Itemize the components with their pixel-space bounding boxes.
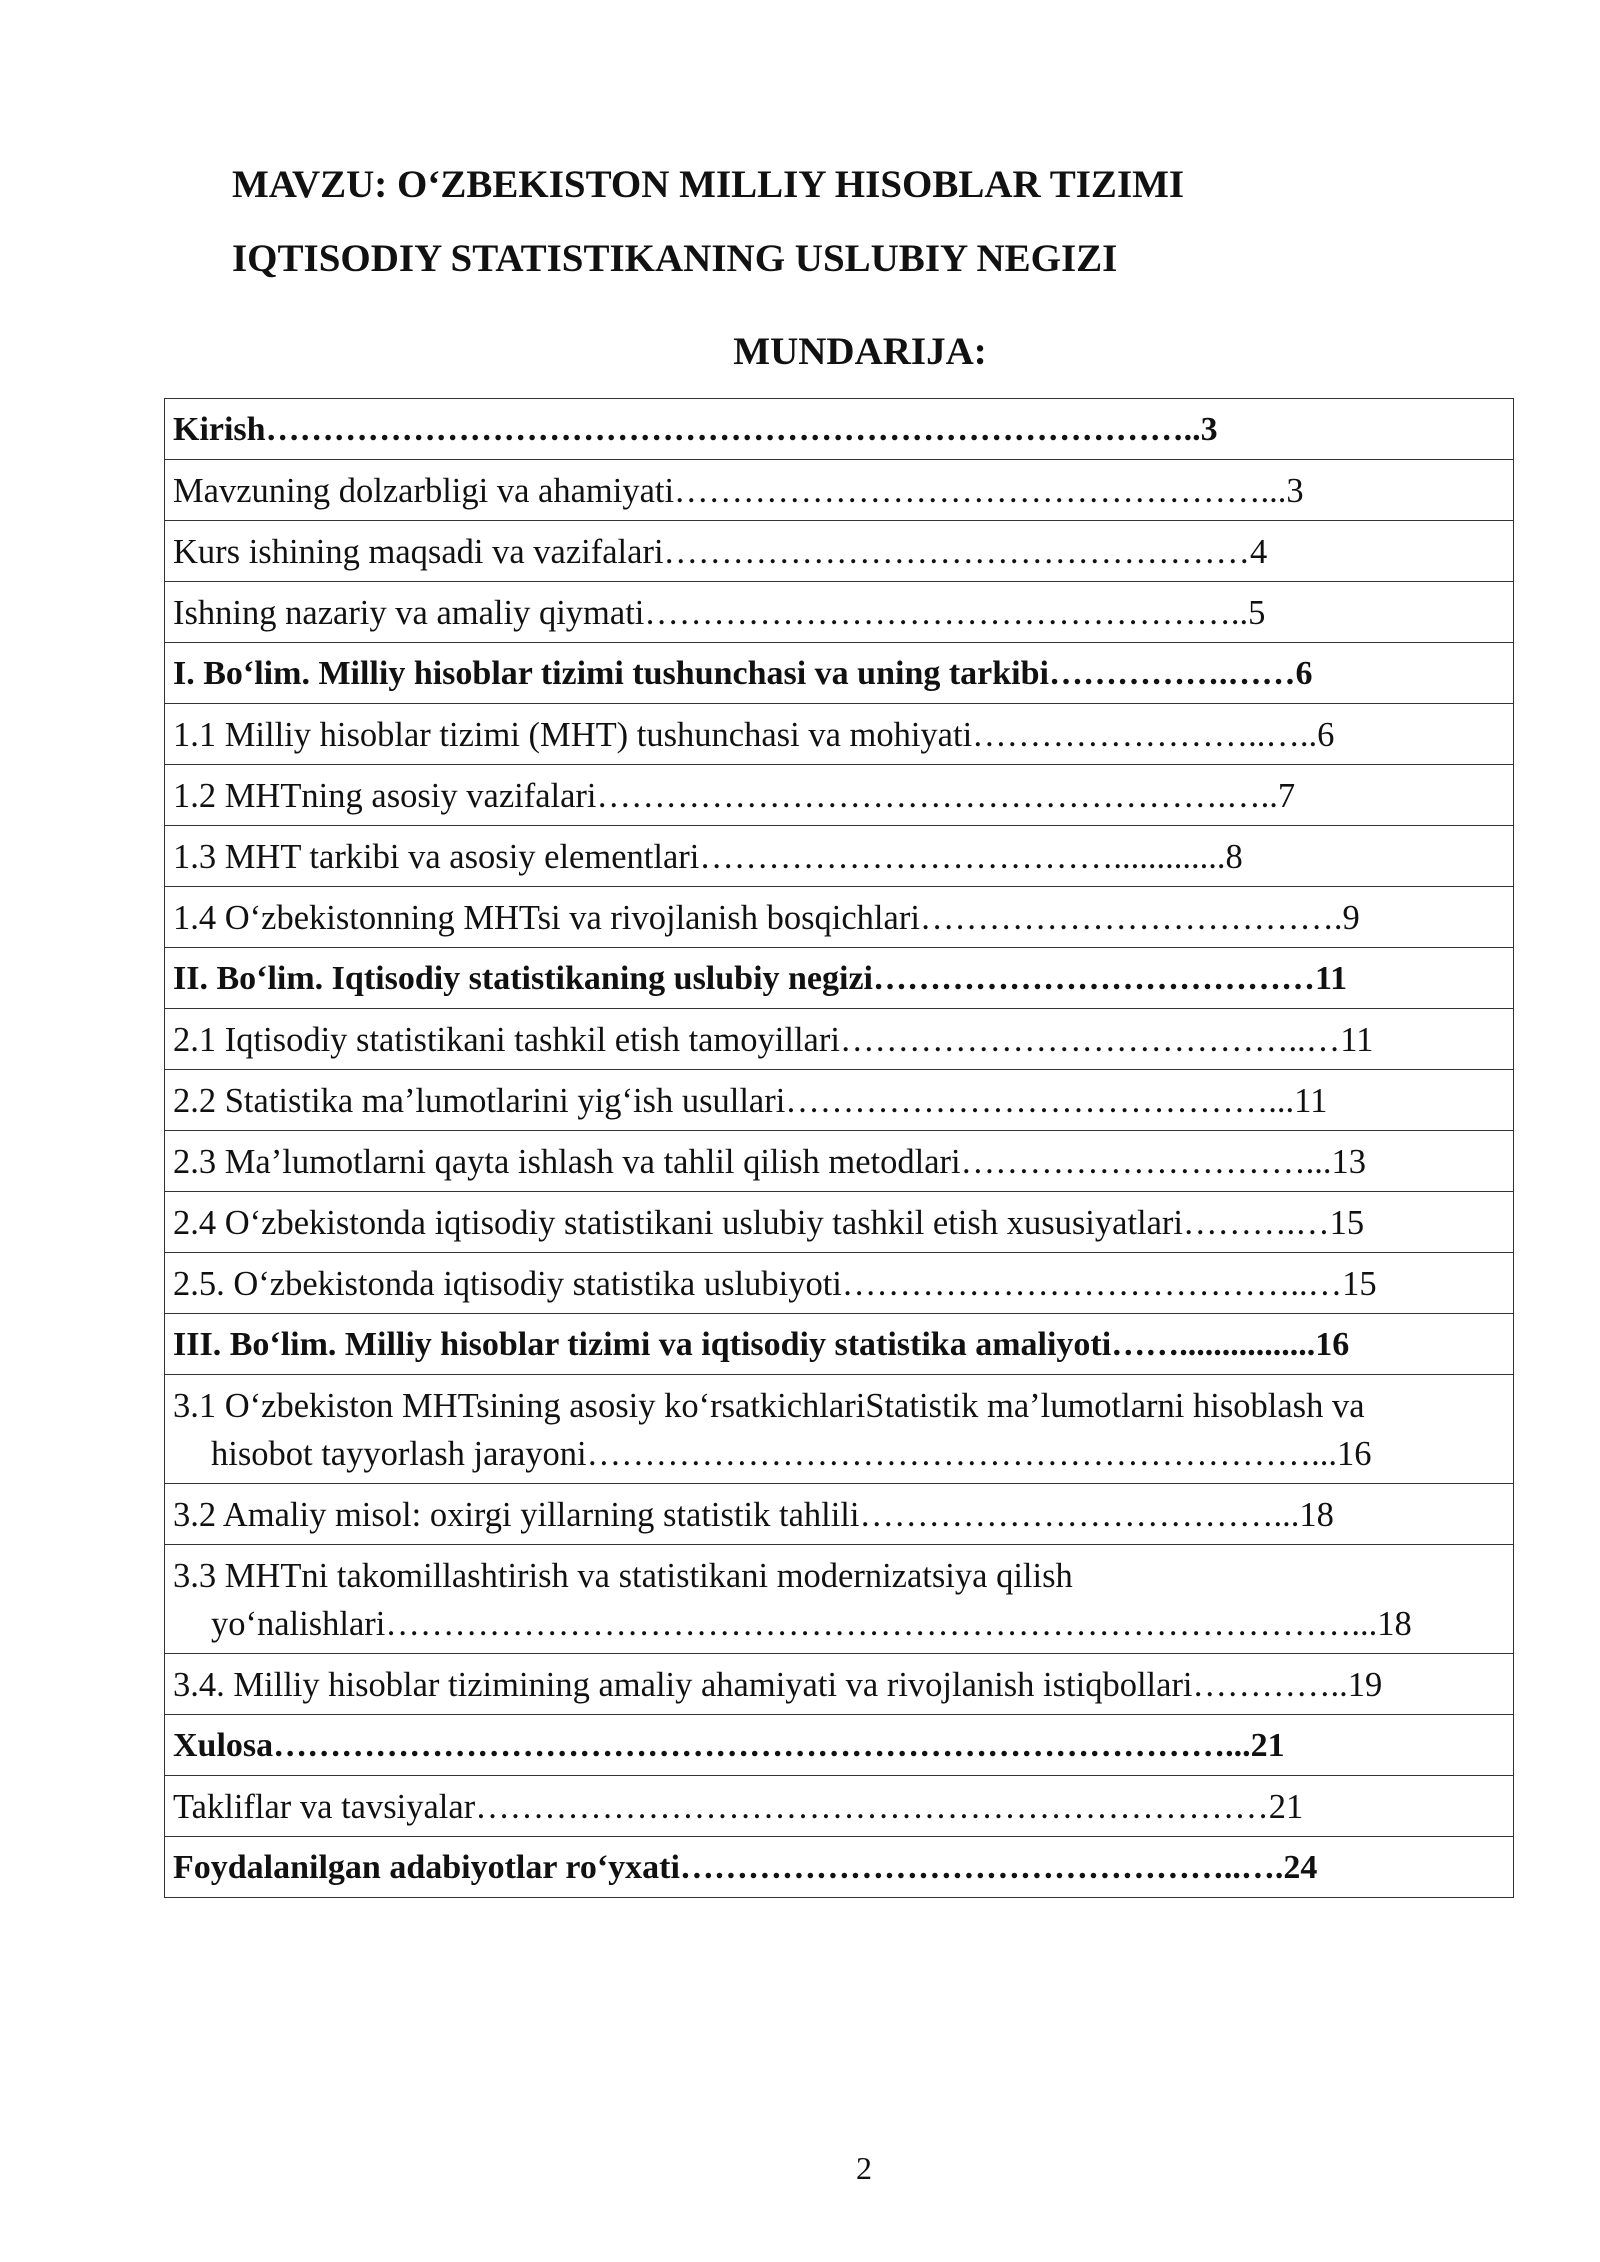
toc-entry: 2.3 Ma’lumotlarni qayta ishlash va tahlil qilish metodlari…………………………...13 xyxy=(165,1131,1514,1192)
toc-entry: 3.2 Amaliy misol: oxirgi yillarning statistik tahlili………………………………...18 xyxy=(165,1484,1514,1545)
toc-row xyxy=(165,521,1514,582)
toc-entry: 3.4. Milliy hisoblar tizimining amaliy ahamiyati va rivojlanish istiqbollari…………..19 xyxy=(165,1654,1514,1715)
toc-row xyxy=(165,1484,1514,1545)
table-of-contents xyxy=(164,398,1514,1898)
toc-row xyxy=(165,1070,1514,1131)
toc-entry-line-2: hisobot tayyorlash jarayoni………………………………………………………...16 xyxy=(211,1435,1372,1473)
toc-heading: MUNDARIJA: xyxy=(733,330,987,373)
toc-row-conclusion xyxy=(165,1715,1514,1776)
toc-row-introduction xyxy=(165,399,1514,460)
toc-entry: Kirish………………………………………………………………………..3 xyxy=(165,399,1514,460)
toc-row xyxy=(165,1009,1514,1070)
toc-entry: Kurs ishining maqsadi va vazifalari……………………………………………4 xyxy=(165,521,1514,582)
toc-row xyxy=(165,1192,1514,1253)
toc-entry: Takliflar va tavsiyalar……………………………………………………………21 xyxy=(165,1776,1514,1837)
toc-row xyxy=(165,460,1514,521)
toc-entry-line-2: yo‘nalishlari…………………………………………………………………………...18 xyxy=(211,1605,1412,1643)
toc-entry: Foydalanilgan adabiyotlar ro‘yxati…………………………………………..….24 xyxy=(165,1837,1514,1898)
toc-entry xyxy=(165,1375,1514,1484)
toc-entry: 2.4 O‘zbekistonda iqtisodiy statistikani uslubiy tashkil etish xususiyatlari……….…15 xyxy=(165,1192,1514,1253)
toc-row xyxy=(165,1776,1514,1837)
toc-entry: 1.2 MHTning asosiy vazifalari……………………………………………….…..7 xyxy=(165,765,1514,826)
title-line-1: MAVZU: O‘ZBEKISTON MILLIY HISOBLAR TIZIMI xyxy=(232,163,1185,206)
toc-row xyxy=(165,826,1514,887)
toc-row-section-2 xyxy=(165,948,1514,1009)
toc-row xyxy=(165,1375,1514,1484)
toc-row-section-1 xyxy=(165,643,1514,704)
toc-entry: 1.4 O‘zbekistonning MHTsi va rivojlanish bosqichlari……………………………….9 xyxy=(165,887,1514,948)
page-number: 2 xyxy=(856,2150,872,2186)
toc-row xyxy=(165,765,1514,826)
document-title xyxy=(232,148,1432,296)
toc-entry: I. Bo‘lim. Milliy hisoblar tizimi tushunchasi va uning tarkibi…………….……6 xyxy=(165,643,1514,704)
toc-row xyxy=(165,582,1514,643)
toc-entry: 2.1 Iqtisodiy statistikani tashkil etish tamoyillari…………………………………..…11 xyxy=(165,1009,1514,1070)
toc-entry: Xulosa…………………………………………………………………………...21 xyxy=(165,1715,1514,1776)
toc-entry xyxy=(165,1545,1514,1654)
toc-entry: Ishning nazariy va amaliy qiymati……………………………………………..5 xyxy=(165,582,1514,643)
toc-row xyxy=(165,1131,1514,1192)
toc-entry-line-1: 3.3 MHTni takomillashtirish va statistikani modernizatsiya qilish xyxy=(173,1557,1073,1595)
toc-entry: 2.2 Statistika ma’lumotlarini yig‘ish usullari……………………………………...11 xyxy=(165,1070,1514,1131)
toc-row-section-3 xyxy=(165,1314,1514,1375)
toc-row xyxy=(165,1253,1514,1314)
title-line-2: IQTISODIY STATISTIKANING USLUBIY NEGIZI xyxy=(232,237,1118,280)
toc-entry: 2.5. O‘zbekistonda iqtisodiy statistika uslubiyoti…………………………………..…15 xyxy=(165,1253,1514,1314)
toc-row-references xyxy=(165,1837,1514,1898)
toc-entry: III. Bo‘lim. Milliy hisoblar tizimi va iqtisodiy statistika amaliyoti……................16 xyxy=(165,1314,1514,1375)
toc-entry: II. Bo‘lim. Iqtisodiy statistikaning uslubiy negizi…………………………………11 xyxy=(165,948,1514,1009)
toc-entry: 1.3 MHT tarkibi va asosiy elementlari……………………………….............8 xyxy=(165,826,1514,887)
toc-row xyxy=(165,1545,1514,1654)
toc-entry: Mavzuning dolzarbligi va ahamiyati……………………………………………...3 xyxy=(165,460,1514,521)
toc-row xyxy=(165,704,1514,765)
toc-entry: 1.1 Milliy hisoblar tizimi (MHT) tushunchasi va mohiyati……………………..…..6 xyxy=(165,704,1514,765)
toc-row xyxy=(165,1654,1514,1715)
toc-row xyxy=(165,887,1514,948)
toc-entry-line-1: 3.1 O‘zbekiston MHTsining asosiy ko‘rsatkichlariStatistik ma’lumotlarni hisoblash va xyxy=(173,1387,1365,1425)
